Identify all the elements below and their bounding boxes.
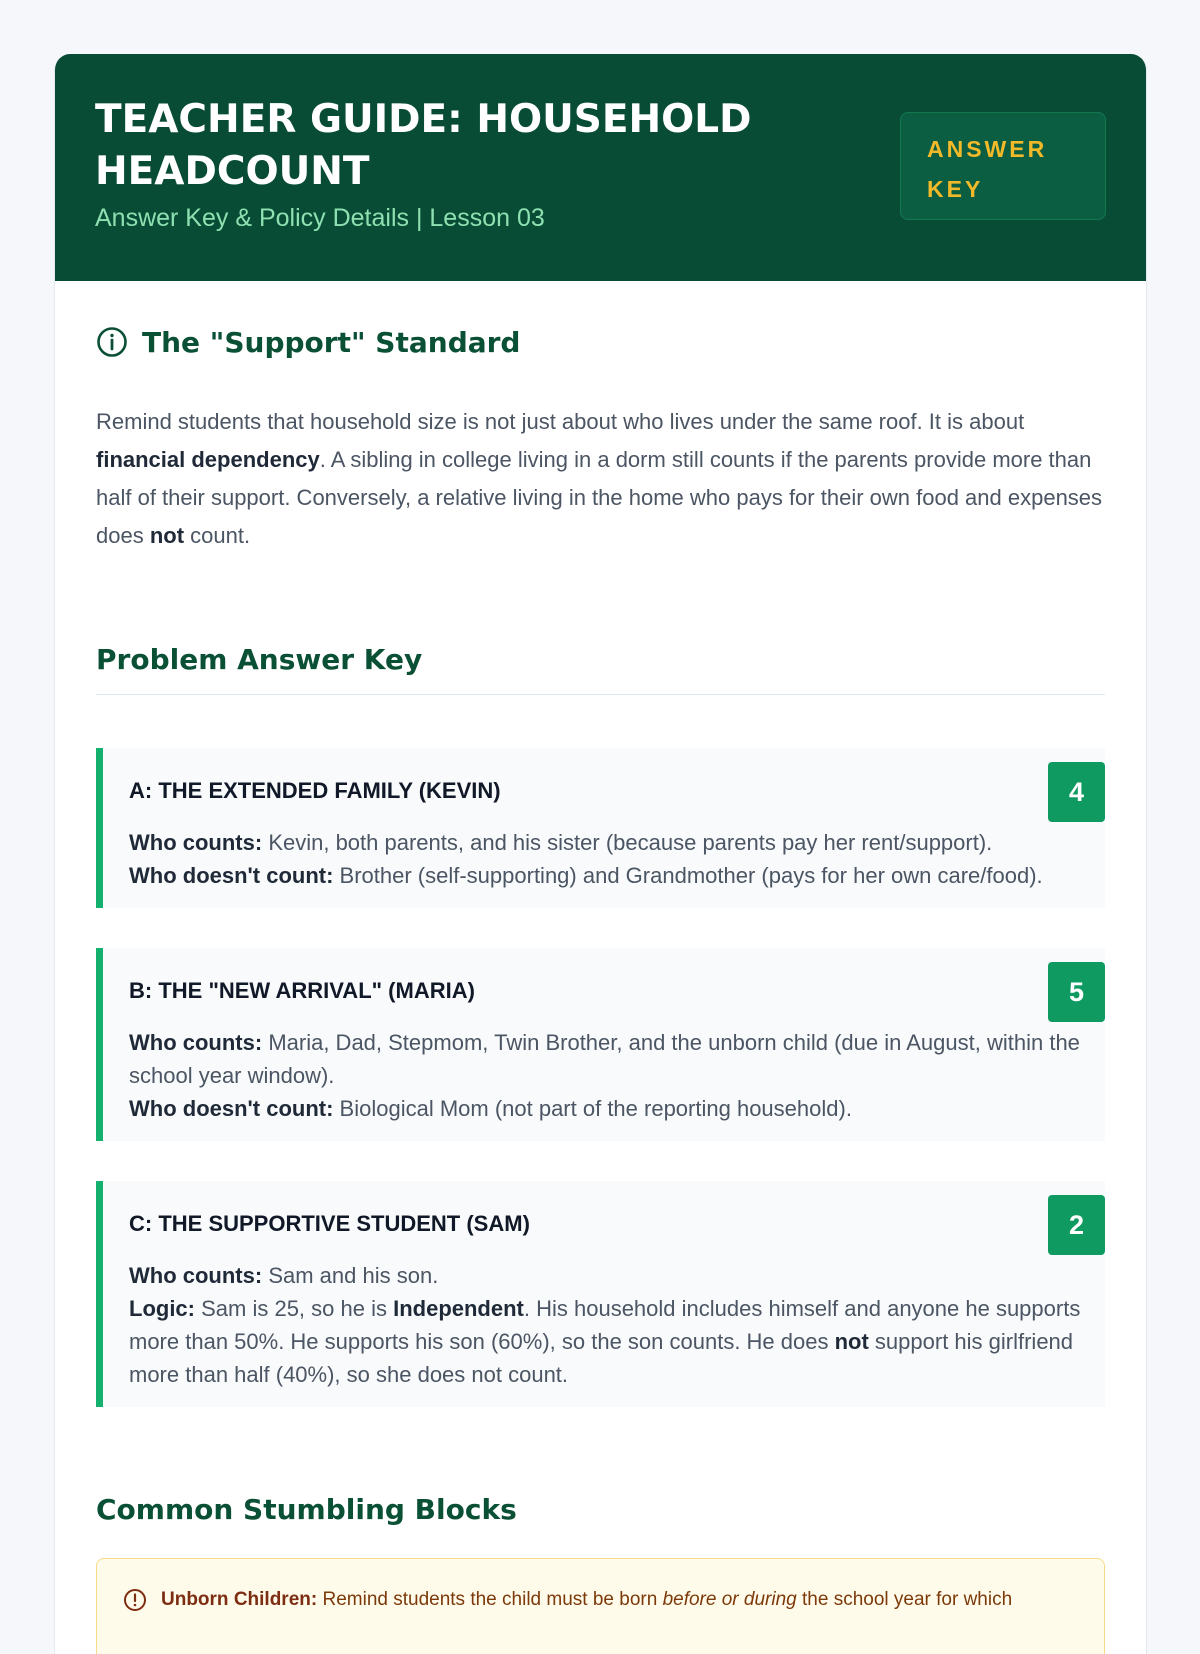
support-text-bold2: not <box>149 523 185 548</box>
who-counts-label: Who counts: <box>129 830 263 855</box>
content-area <box>55 281 1146 1654</box>
doesnt-count-text: Biological Mom (not part of the reporting household). <box>333 1096 852 1121</box>
logic-text-part1: Sam is 25, so he is <box>195 1296 394 1321</box>
who-counts-line <box>129 1259 1083 1292</box>
doesnt-count-line <box>129 1092 1083 1125</box>
logic-label: Logic: <box>129 1296 195 1321</box>
problem-title: C: THE SUPPORTIVE STUDENT (SAM) <box>129 1211 530 1236</box>
support-standard-heading-text: The "Support" Standard <box>142 325 521 359</box>
logic-bold2: not <box>834 1329 869 1354</box>
teacher-guide-card <box>54 54 1147 1654</box>
logic-line <box>129 1292 1083 1391</box>
doesnt-count-label: Who doesn't count: <box>129 863 334 888</box>
problem-card-c <box>96 1181 1105 1407</box>
who-counts-line <box>129 1026 1083 1092</box>
info-icon <box>96 326 128 358</box>
doesnt-count-text: Brother (self-supporting) and Grandmother (pays for her own care/food). <box>333 863 1043 888</box>
warning-label: Unborn Children: <box>161 1589 318 1610</box>
support-standard-text <box>96 403 1106 555</box>
warning-text <box>161 1585 1012 1615</box>
stumbling-blocks-heading: Common Stumbling Blocks <box>96 1493 517 1526</box>
logic-text-part3: support his girlfriend more than half (40%), so she does not count. <box>129 1329 1074 1387</box>
support-text-part1: Remind students that household size is not just about who lives under the same roof. It is about <box>96 409 1025 434</box>
support-text-part2: . A sibling in college living in a dorm still counts if the parents provide more than half of their support. Conversely, a relative living in the home who pays for their own food and expenses does <box>96 447 1103 548</box>
problem-title: B: THE "NEW ARRIVAL" (MARIA) <box>129 978 475 1003</box>
support-text-part3: count. <box>184 523 251 548</box>
logic-text-part2: . His household includes himself and anyone he supports more than 50%. He supports his son (60%), so the son counts. He does <box>129 1296 1081 1354</box>
problem-title: A: THE EXTENDED FAMILY (KEVIN) <box>129 778 501 803</box>
household-count-badge: 5 <box>1048 962 1105 1022</box>
problem-card-b <box>96 948 1105 1141</box>
logic-bold1: Independent <box>393 1296 524 1321</box>
who-counts-label: Who counts: <box>129 1030 263 1055</box>
warning-italic: before or during <box>662 1589 797 1610</box>
answer-key-badge <box>900 112 1106 220</box>
answer-key-heading: Problem Answer Key <box>96 643 1105 695</box>
who-counts-label: Who counts: <box>129 1263 263 1288</box>
support-standard-heading <box>96 281 1105 359</box>
warning-text-part1: Remind students the child must be born <box>317 1589 663 1610</box>
who-counts-text: Maria, Dad, Stepmom, Twin Brother, and the unborn child (due in August, within the school year window). <box>129 1030 1080 1088</box>
who-counts-text: Kevin, both parents, and his sister (because parents pay her rent/support). <box>262 830 993 855</box>
household-count-badge: 2 <box>1048 1195 1105 1255</box>
support-text-bold1: financial dependency <box>96 447 320 472</box>
answer-key-badge-line1: ANSWER <box>927 136 1048 162</box>
household-count-badge: 4 <box>1048 762 1105 822</box>
warning-icon <box>123 1588 147 1612</box>
who-counts-line <box>129 826 1083 859</box>
doesnt-count-label: Who doesn't count: <box>129 1096 334 1121</box>
page-title: TEACHER GUIDE: HOUSEHOLD HEADCOUNT <box>95 97 752 194</box>
problem-card-a <box>96 748 1105 908</box>
who-counts-text: Sam and his son. <box>262 1263 439 1288</box>
warning-callout <box>96 1558 1105 1654</box>
page-header <box>55 54 1146 281</box>
doesnt-count-line <box>129 859 1083 892</box>
page-subtitle: Answer Key & Policy Details | Lesson 03 <box>95 204 545 232</box>
answer-key-badge-line2: KEY <box>927 176 984 202</box>
warning-text-part2: the school year for which <box>796 1589 1013 1610</box>
